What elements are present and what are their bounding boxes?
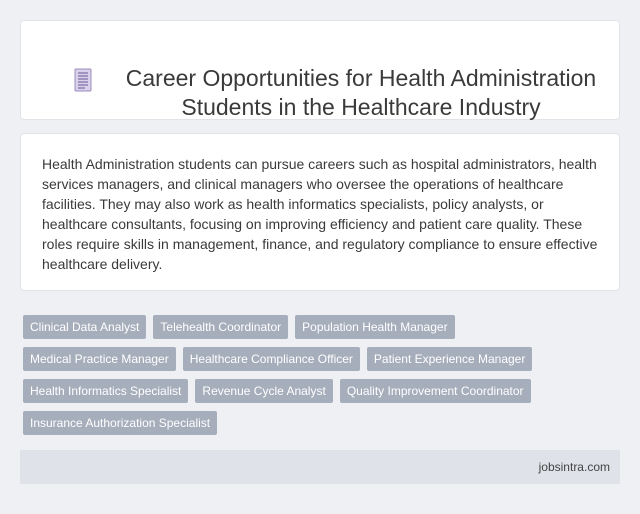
tag-revenue-cycle-analyst[interactable]: Revenue Cycle Analyst [195,379,332,403]
footer-site-link[interactable]: jobsintra.com [538,460,610,474]
tag-row [23,347,613,371]
description-card [20,133,620,291]
tag-healthcare-compliance-officer[interactable]: Healthcare Compliance Officer [183,347,360,371]
page-title: Career Opportunities for Health Administration Students in the Healthcare Industry [125,65,597,120]
tag-row [23,379,613,403]
career-tags [23,315,613,443]
tag-medical-practice-manager[interactable]: Medical Practice Manager [23,347,176,371]
tag-row [23,315,613,339]
description-text: Health Administration students can pursue careers such as hospital administrators, health services managers, and clinical managers who oversee the operations of healthcare facilities. They may also work as health informatics specialists, policy analysts, or healthcare consultants, focusing on improving efficiency and patient care quality. These roles require skills in management, finance, and regulatory compliance to ensure effective healthcare delivery. [42,156,598,272]
tag-insurance-authorization-specialist[interactable]: Insurance Authorization Specialist [23,411,217,435]
tag-quality-improvement-coordinator[interactable]: Quality Improvement Coordinator [340,379,531,403]
tag-population-health-manager[interactable]: Population Health Manager [295,315,454,339]
tag-health-informatics-specialist[interactable]: Health Informatics Specialist [23,379,188,403]
footer [20,450,620,484]
title-card [20,20,620,120]
tag-clinical-data-analyst[interactable]: Clinical Data Analyst [23,315,146,339]
tag-row [23,411,613,435]
tag-patient-experience-manager[interactable]: Patient Experience Manager [367,347,532,371]
tag-telehealth-coordinator[interactable]: Telehealth Coordinator [153,315,288,339]
document-list-icon [73,68,93,92]
